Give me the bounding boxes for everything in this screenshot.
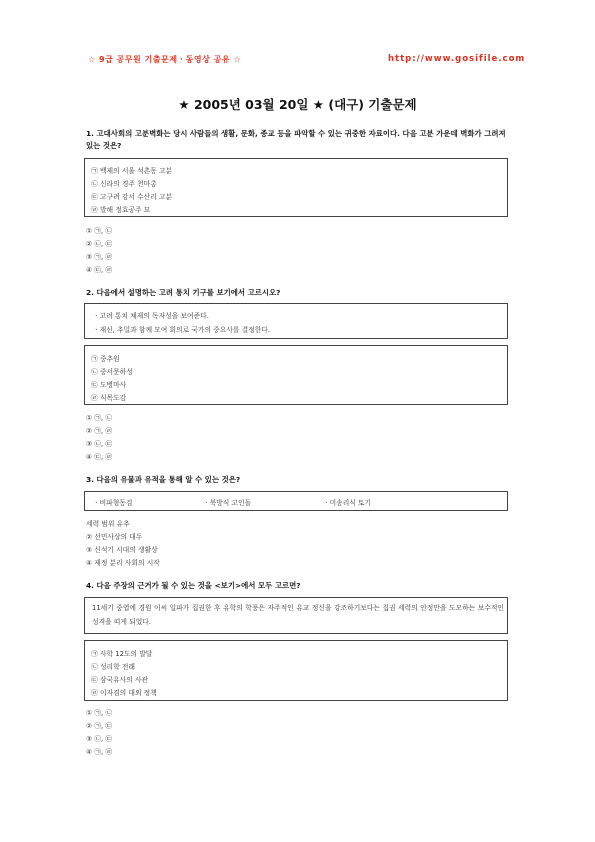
answer-option[interactable]: ② ㉡, ㉢ — [86, 240, 113, 248]
box-item: ㆍ북방식 고인돌 — [203, 499, 252, 507]
box-item: ㉡ 신라의 경주 천마총 — [91, 180, 157, 188]
description-line: ㆍ고려 통치 체제의 독자성을 보여준다. — [93, 312, 209, 320]
answer-option[interactable]: ④ ㉢, ㉣ — [86, 266, 113, 274]
choice-box — [84, 640, 508, 701]
box-item: ㉣ 발해 정효공주 묘 — [91, 206, 151, 214]
box-item: ㉣ 식목도감 — [91, 394, 127, 402]
header-left-text: ☆ 9급 공무원 기출문제ㆍ동영상 공유 ☆ — [88, 55, 242, 64]
question-text: 4. 다음 주장의 근거가 될 수 있는 것을 <보기>에서 모두 고르면? — [86, 581, 301, 590]
answer-option[interactable]: ④ 제정 분리 사회의 시작 — [86, 559, 160, 567]
passage-text: 11세기 중엽에 경원 이씨 일파가 집권한 후 유학의 학풍은 자주적인 유교 정신을 강조하기보다는 집권 세력의 안정만을 도모하는 보수적인 성격을 띠게 되었다. — [92, 604, 504, 626]
answer-option[interactable]: ③ ㉠, ㉣ — [86, 253, 113, 261]
answer-option[interactable]: ① ㉠, ㉡ — [86, 414, 113, 422]
box-item: ㉡ 성리학 전래 — [91, 663, 135, 671]
box-item: ㉠ 중추원 — [91, 355, 120, 363]
box-item: ㉡ 중서문하성 — [91, 368, 133, 376]
question-text: 3. 다음의 유물과 유적을 통해 알 수 있는 것은? — [86, 475, 241, 484]
box-item: ㉠ 백제의 서울 석촌동 고분 — [91, 167, 173, 175]
box-item: ㉢ 삼국유사의 사관 — [91, 676, 149, 684]
box-item: ㉢ 도병마사 — [91, 381, 127, 389]
answer-option[interactable]: ④ ㉢, ㉣ — [86, 453, 113, 461]
answer-option[interactable]: ① ㉠, ㉡ — [86, 709, 113, 717]
question-text: 2. 다음에서 설명하는 고려 통치 기구를 보기에서 고르시오? — [86, 288, 281, 297]
box-item: ㆍ미송리식 토기 — [323, 499, 372, 507]
box-item: ㉢ 고구려 강서 수산리 고분 — [91, 193, 173, 201]
answer-option[interactable]: ④ ㉠, ㉣ — [86, 748, 113, 756]
answer-option[interactable]: ③ ㉡, ㉢ — [86, 440, 113, 448]
answer-option[interactable]: ② ㉠, ㉢ — [86, 722, 113, 730]
choice-box — [84, 491, 508, 511]
choice-box — [84, 158, 508, 217]
description-box — [84, 303, 508, 339]
description-line: ㆍ재신, 추밀과 함께 모여 회의로 국가의 중요사를 결정한다. — [93, 326, 271, 334]
choice-box — [84, 345, 508, 405]
question-text: 1. 고대사회의 고분벽화는 당시 사람들의 생활, 문화, 종교 등을 파악할 수 있는 귀중한 자료이다. 다음 고분 가운데 벽화가 그려져 있는 것은? — [86, 129, 506, 150]
answer-option[interactable]: ① ㉠, ㉡ — [86, 227, 113, 235]
answer-option[interactable]: ③ ㉡, ㉢ — [86, 735, 113, 743]
box-item: ㉠ 사학 12도의 발달 — [91, 650, 153, 658]
header-url-link[interactable]: http://www.gosifile.com — [388, 54, 526, 64]
page-title: ★ 2005년 03월 20일 ★ (대구) 기출문제 — [178, 97, 417, 112]
answer-option[interactable]: ② 선민사상의 대두 — [86, 533, 143, 541]
answer-option[interactable]: ③ 신석기 시대의 생활상 — [86, 546, 158, 554]
answer-option[interactable]: ② ㉠, ㉣ — [86, 427, 113, 435]
box-item: ㆍ비파형동검 — [93, 499, 133, 507]
answer-option[interactable]: 세력 범위 유추 — [86, 520, 130, 528]
box-item: ㉣ 이자겸의 대외 정책 — [91, 689, 157, 697]
